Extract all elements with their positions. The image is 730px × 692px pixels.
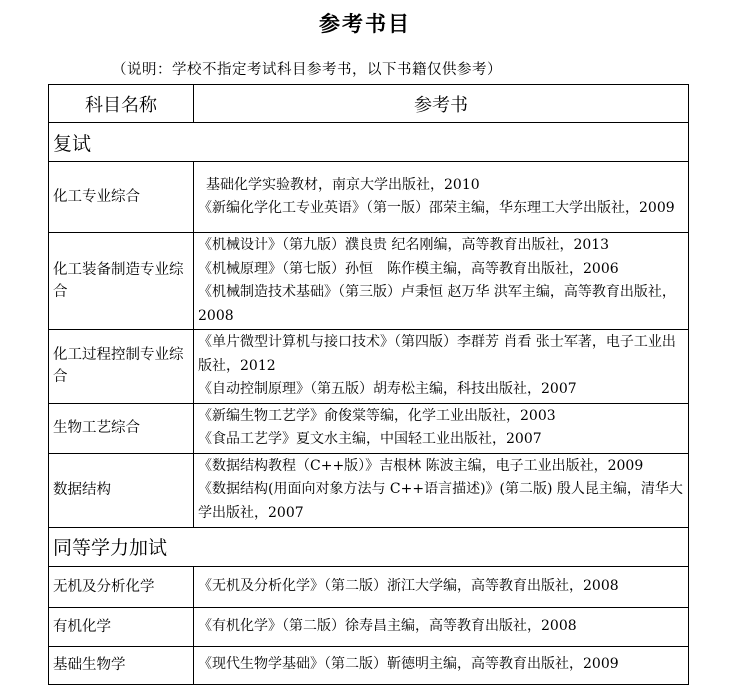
page-title: 参考书目 bbox=[319, 12, 411, 36]
section-title-retest: 复试 bbox=[49, 123, 689, 162]
book-entry: 基础化学实验教材，南京大学出版社，2010 bbox=[206, 176, 480, 193]
section-title-equivalent: 同等学力加试 bbox=[49, 527, 689, 566]
table-row bbox=[49, 330, 689, 404]
section-row bbox=[49, 123, 689, 162]
subject-cell: 基础生物学 bbox=[49, 646, 194, 684]
books-cell bbox=[194, 453, 689, 527]
book-entry: 《有机化学》（第二版）徐寿昌主编，高等教育出版社，2008 bbox=[198, 617, 577, 634]
book-entry: 《单片微型计算机与接口技术》（第四版）李群芳 肖看 张士军著，电子工业出版社，2012 bbox=[198, 334, 676, 374]
books-cell bbox=[194, 607, 689, 646]
book-entry: 《数据结构(用面向对象方法与 C++语言描述)》(第二版) 殷人昆主编，清华大学出版社，2007 bbox=[198, 481, 683, 521]
book-entry: 《机械原理》（第七版）孙恒 陈作模主编，高等教育出版社，2006 bbox=[198, 260, 619, 277]
book-entry: 《机械制造技术基础》（第三版）卢秉恒 赵万华 洪军主编，高等教育出版社，2008 bbox=[198, 284, 676, 324]
books-cell bbox=[194, 233, 689, 330]
subject-cell: 有机化学 bbox=[49, 607, 194, 646]
subject-cell: 化工过程控制专业综合 bbox=[49, 330, 194, 404]
table-row bbox=[49, 566, 689, 607]
subject-cell: 无机及分析化学 bbox=[49, 566, 194, 607]
note-text: （说明：学校不指定考试科目参考书，以下书籍仅供参考） bbox=[112, 62, 502, 78]
subject-column-header: 科目名称 bbox=[49, 85, 194, 123]
subject-cell: 化工专业综合 bbox=[49, 162, 194, 233]
table-row bbox=[49, 453, 689, 527]
subject-cell: 数据结构 bbox=[49, 453, 194, 527]
books-cell bbox=[194, 403, 689, 453]
book-entry: 《机械设计》（第九版）濮良贵 纪名刚编，高等教育出版社，2013 bbox=[198, 237, 610, 253]
table-row bbox=[49, 646, 689, 684]
books-column-header: 参考书 bbox=[194, 85, 689, 123]
book-entry: 《自动控制原理》（第五版）胡寿松主编，科技出版社，2007 bbox=[198, 381, 577, 397]
book-entry: 《无机及分析化学》（第二版）浙江大学编，高等教育出版社，2008 bbox=[198, 577, 619, 594]
books-cell bbox=[194, 162, 689, 233]
table-row bbox=[49, 162, 689, 233]
section-row bbox=[49, 527, 689, 566]
table-header-row bbox=[49, 85, 689, 123]
book-entry: 《现代生物学基础》（第二版）靳德明主编，高等教育出版社，2009 bbox=[198, 656, 619, 673]
subject-cell: 生物工艺综合 bbox=[49, 403, 194, 453]
table-row bbox=[49, 403, 689, 453]
book-entry: 《新编生物工艺学》俞俊棠等编，化学工业出版社，2003 bbox=[198, 407, 556, 424]
table-row bbox=[49, 233, 689, 330]
books-cell bbox=[194, 330, 689, 404]
book-entry: 《新编化学化工专业英语》（第一版）邵荣主编，华东理工大学出版社，2009 bbox=[198, 200, 675, 216]
book-entry: 《数据结构教程（C++版）》吉根林 陈波主编，电子工业出版社，2009 bbox=[198, 457, 644, 474]
subject-cell: 化工装备制造专业综合 bbox=[49, 233, 194, 330]
table-row bbox=[49, 607, 689, 646]
reference-table bbox=[48, 84, 689, 685]
books-cell bbox=[194, 646, 689, 684]
books-cell bbox=[194, 566, 689, 607]
book-entry: 《食品工艺学》夏文水主编，中国轻工业出版社，2007 bbox=[198, 431, 542, 447]
